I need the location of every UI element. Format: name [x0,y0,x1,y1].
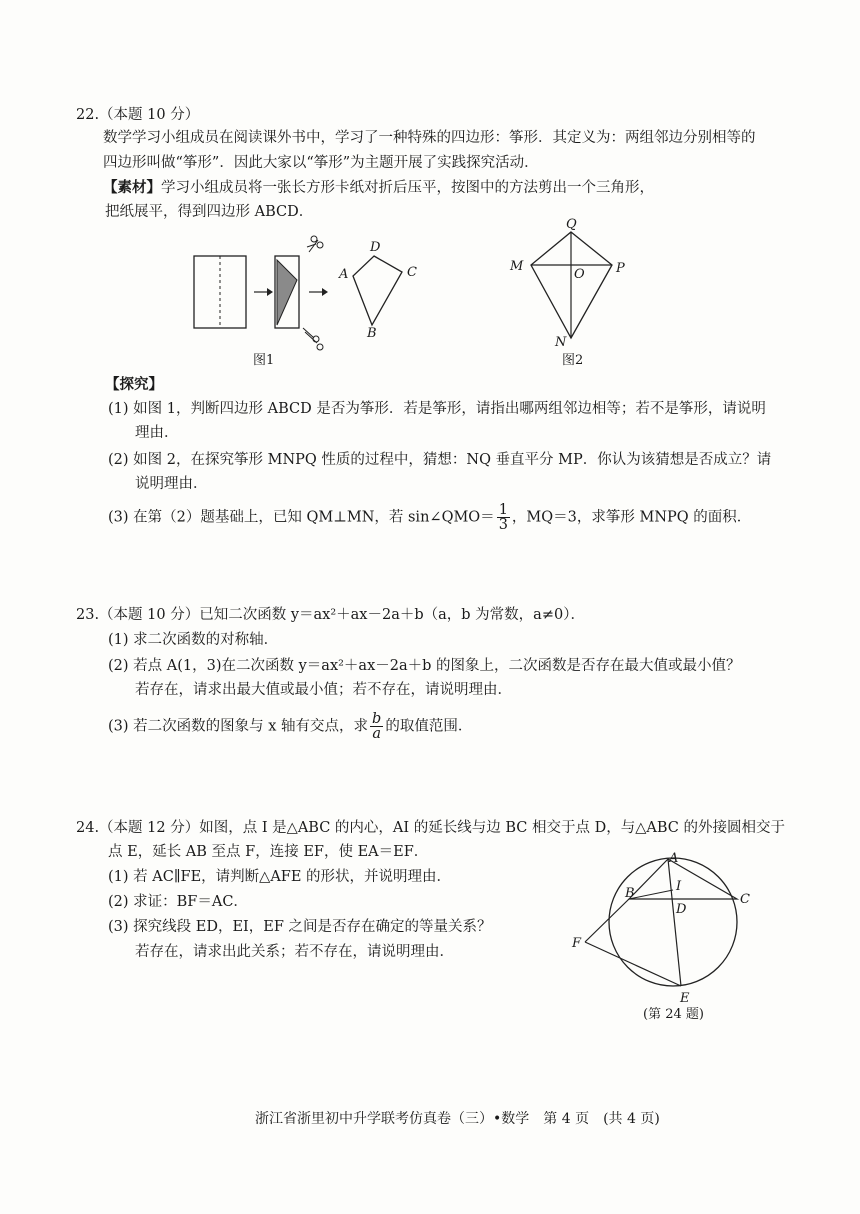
fig24-caption: (第 24 题) [643,1007,704,1022]
fraction-numerator: 1 [498,502,508,518]
fig2-caption: 图2 [562,353,584,368]
q22-part3 [108,503,751,532]
fraction-b-over-a [370,712,383,741]
q23-header: 23.（本题 10 分）已知二次函数 y＝ax²＋ax－2a＋b（a，b 为常数，a≠0）． [76,607,585,623]
fig2-label-q: Q [566,217,577,232]
fig2-label-m: M [510,259,524,274]
q24-part1: (1) 若 AC∥FE，请判断△AFE 的形状，并说明理由． [108,869,452,885]
line-fe [585,942,681,986]
q24-part3-line1: (3) 探究线段 ED，EI，EF 之间是否存在确定的等量关系？ [108,919,492,935]
q23-part3-pre: (3) 若二次函数的图象与 x 轴有交点，求 [108,718,369,735]
fig24-label-e: E [680,991,690,1006]
q23-part3 [108,712,472,741]
line-bi [629,890,673,899]
arrow-icon [254,288,273,296]
q22-figure-2 [500,212,650,372]
q22-intro-line2: 四边形叫做“筝形”．因此大家以“筝形”为主题开展了实践探究活动． [103,155,539,171]
fig1-label-b: B [367,326,377,341]
page-footer: 浙江省浙里初中升学联考仿真卷（三）•数学 第 4 页 (共 4 页) [255,1111,660,1127]
q23-part3-post: 的取值范围． [385,718,473,735]
arrow-icon [309,288,328,296]
q24-figure [565,850,765,1030]
fig1-caption: 图1 [253,353,275,368]
q24-part3-line2: 若存在，请求出此关系；若不存在，请说明理由． [135,944,454,960]
q22-header: 22.（本题 10 分） [76,107,200,123]
fig2-label-n: N [555,335,567,350]
fig2-label-p: P [616,261,625,276]
q22-part2-line1: (2) 如图 2，在探究筝形 MNPQ 性质的过程中，猜想：NQ 垂直平分 MP．你认为该猜想是否成立？请 [108,452,772,468]
fig2-label-o: O [574,267,585,282]
q22-part3-post: ，MQ＝3，求筝形 MNPQ 的面积． [511,509,752,526]
q22-intro-line1: 数学学习小组成员在阅读课外书中，学习了一种特殊的四边形：筝形．其定义为：两组邻边分别相等的 [103,130,756,146]
fig24-label-c: C [740,892,750,907]
material-text: 学习小组成员将一张长方形卡纸对折后压平，按图中的方法剪出一个三角形， [161,180,654,196]
fraction-denominator: 3 [498,517,508,533]
q23-part1: (1) 求二次函数的对称轴． [108,632,279,648]
kite-abcd [353,256,402,325]
q23-part2-line1: (2) 若点 A(1，3)在二次函数 y＝ax²＋ax－2a＋b 的图象上，二次函数是否存在最大值或最小值？ [108,658,741,674]
q22-part3-pre: (3) 在第（2）题基础上，已知 QM⊥MN，若 sin∠QMO＝ [108,509,495,526]
q24-part2: (2) 求证：BF＝AC． [108,894,248,910]
q22-part1-line2: 理由． [135,425,179,441]
fig24-label-a: A [669,851,679,866]
fraction-one-third [497,503,510,532]
q22-material-line2: 把纸展平，得到四边形 ABCD． [105,204,314,220]
material-tag: 【素材】 [103,179,161,196]
q24-header-line2: 点 E，延长 AB 至点 F，连接 EF，使 EA＝EF． [108,844,429,860]
scissors-icon [307,236,323,252]
q22-explore-tag: 【探究】 [105,376,163,393]
q23-part2-line2: 若存在，请求出最大值或最小值；若不存在，请说明理由． [135,682,512,698]
fig1-label-a: A [339,267,349,282]
scissors-icon [303,328,323,350]
fraction-numerator: b [372,711,382,727]
q22-part2-line2: 说明理由． [135,476,208,492]
q24-header: 24.（本题 12 分）如图，点 I 是△ABC 的内心，AI 的延长线与边 BC 相交于点 D，与△ABC 的外接圆相交于 [76,820,785,836]
circumcircle [609,858,737,986]
fig1-label-d: D [370,240,381,255]
cut-triangle [277,260,297,325]
q22-part1-line1: (1) 如图 1，判断四边形 ABCD 是否为筝形．若是筝形，请指出哪两组邻边相等；若不是筝形，请说明 [108,401,766,417]
fraction-denominator: a [372,726,382,742]
fig24-label-d: D [676,902,687,917]
fig24-label-f: F [572,936,582,951]
fig1-label-c: C [407,265,417,280]
q22-material-line1 [103,177,654,199]
q22-figure-1 [185,232,435,370]
line-bf [585,899,629,942]
fig24-label-b: B [625,886,635,901]
fig24-label-i: I [676,879,682,894]
